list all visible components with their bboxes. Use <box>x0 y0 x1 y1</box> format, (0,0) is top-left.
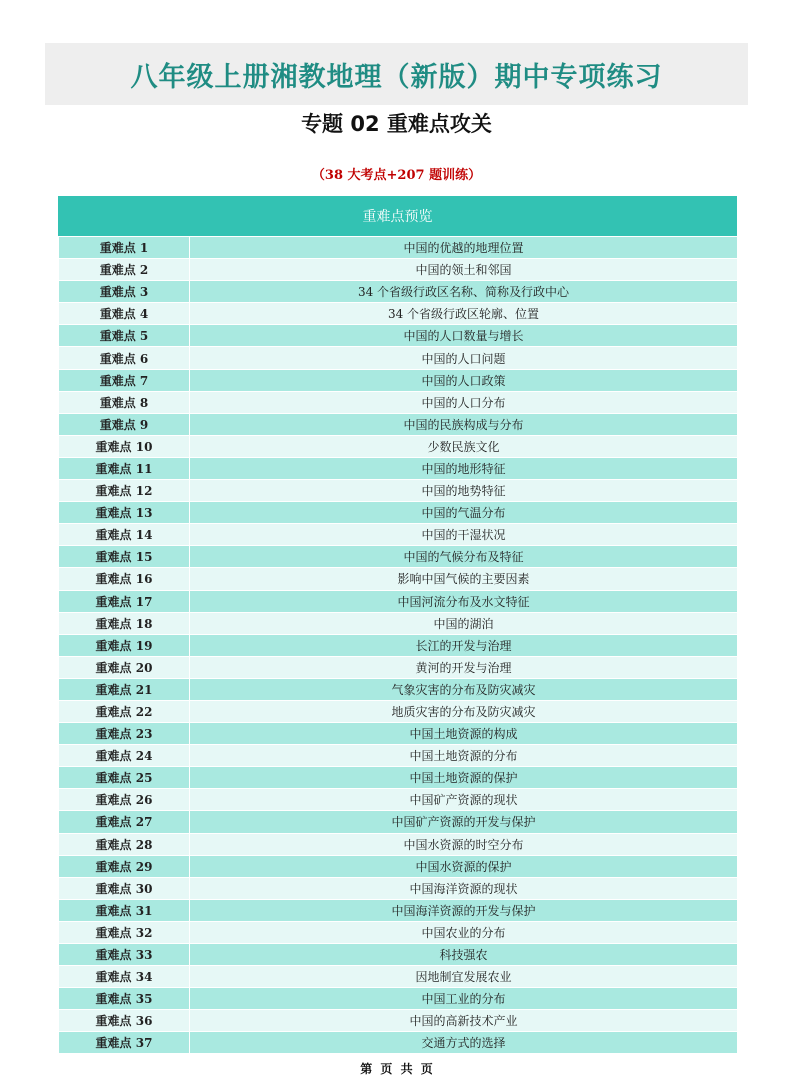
row-number: 重难点 22 <box>59 701 190 722</box>
row-number: 重难点 5 <box>59 325 190 346</box>
row-topic: 中国水资源的保护 <box>415 859 512 874</box>
row-topic: 中国海洋资源的现状 <box>409 881 518 896</box>
table-row <box>59 612 737 634</box>
table-row <box>59 435 737 457</box>
row-topic: 中国的人口政策 <box>421 373 506 388</box>
table-row <box>59 479 737 501</box>
table-row <box>59 280 737 302</box>
table-row <box>59 634 737 656</box>
row-topic: 中国水资源的时空分布 <box>403 837 524 852</box>
table-row <box>59 590 737 612</box>
row-topic: 中国的干湿状况 <box>421 528 506 543</box>
table-row <box>59 855 737 877</box>
table-row <box>59 833 737 855</box>
table-header: 重难点预览 <box>58 196 737 236</box>
row-topic: 中国的气候分布及特征 <box>403 550 524 565</box>
row-topic: 中国土地资源的分布 <box>409 749 518 764</box>
row-number: 重难点 7 <box>59 370 190 391</box>
row-topic: 中国的地形特征 <box>421 461 506 476</box>
row-number: 重难点 20 <box>59 657 190 678</box>
table-row <box>59 921 737 943</box>
row-topic: 中国矿产资源的开发与保护 <box>391 815 536 830</box>
count-note: （38 大考点+207 题训练） <box>311 168 482 183</box>
table-body <box>58 236 737 1053</box>
table-row <box>59 899 737 921</box>
row-number: 重难点 3 <box>59 281 190 302</box>
row-topic: 中国的气温分布 <box>421 506 506 521</box>
title-banner <box>45 43 748 105</box>
row-number: 重难点 6 <box>59 347 190 368</box>
row-topic: 中国海洋资源的开发与保护 <box>391 903 536 918</box>
row-number: 重难点 2 <box>59 259 190 280</box>
main-title: 八年级上册湘教地理（新版）期中专项练习 <box>130 61 663 93</box>
row-number: 重难点 26 <box>59 789 190 810</box>
row-topic: 科技强农 <box>439 948 488 963</box>
row-topic: 少数民族文化 <box>427 439 500 454</box>
row-topic: 中国土地资源的保护 <box>409 771 518 786</box>
table-row <box>59 1009 737 1031</box>
row-topic: 影响中国气候的主要因素 <box>397 572 530 587</box>
row-topic: 中国河流分布及水文特征 <box>397 594 530 609</box>
table-row <box>59 744 737 766</box>
row-number: 重难点 10 <box>59 436 190 457</box>
table-row <box>59 943 737 965</box>
row-topic: 34 个省级行政区轮廓、位置 <box>387 307 540 322</box>
row-number: 重难点 29 <box>59 856 190 877</box>
row-number: 重难点 24 <box>59 745 190 766</box>
row-topic: 中国的湖泊 <box>433 616 494 631</box>
table-row <box>59 236 737 258</box>
table-row <box>59 678 737 700</box>
row-number: 重难点 8 <box>59 392 190 413</box>
table-row <box>59 302 737 324</box>
row-number: 重难点 13 <box>59 502 190 523</box>
table-row <box>59 965 737 987</box>
row-topic: 长江的开发与治理 <box>415 638 512 653</box>
row-number: 重难点 27 <box>59 811 190 832</box>
row-number: 重难点 14 <box>59 524 190 545</box>
row-number: 重难点 33 <box>59 944 190 965</box>
row-number: 重难点 30 <box>59 878 190 899</box>
table-row <box>59 877 737 899</box>
row-number: 重难点 12 <box>59 480 190 501</box>
table-row <box>59 987 737 1009</box>
row-number: 重难点 18 <box>59 613 190 634</box>
row-topic: 中国的高新技术产业 <box>409 1014 518 1029</box>
row-topic: 中国土地资源的构成 <box>409 727 518 742</box>
row-topic: 中国矿产资源的现状 <box>409 793 518 808</box>
row-number: 重难点 9 <box>59 414 190 435</box>
row-topic: 中国农业的分布 <box>421 925 506 940</box>
row-number: 重难点 36 <box>59 1010 190 1031</box>
row-number: 重难点 15 <box>59 546 190 567</box>
row-topic: 中国的人口问题 <box>421 351 506 366</box>
row-number: 重难点 16 <box>59 568 190 589</box>
row-number: 重难点 37 <box>59 1032 190 1053</box>
row-number: 重难点 4 <box>59 303 190 324</box>
row-topic: 气象灾害的分布及防灾减灾 <box>391 682 536 697</box>
row-topic: 因地制宜发展农业 <box>415 970 512 985</box>
row-number: 重难点 19 <box>59 635 190 656</box>
row-topic: 中国的优越的地理位置 <box>403 241 524 256</box>
row-topic: 地质灾害的分布及防灾减灾 <box>391 705 536 720</box>
row-number: 重难点 31 <box>59 900 190 921</box>
row-number: 重难点 32 <box>59 922 190 943</box>
row-number: 重难点 21 <box>59 679 190 700</box>
row-topic: 黄河的开发与治理 <box>415 660 512 675</box>
row-number: 重难点 34 <box>59 966 190 987</box>
table-row <box>59 722 737 744</box>
row-number: 重难点 11 <box>59 458 190 479</box>
row-number: 重难点 35 <box>59 988 190 1009</box>
row-topic: 交通方式的选择 <box>421 1036 506 1051</box>
table-row <box>59 391 737 413</box>
table-row <box>59 1031 737 1053</box>
row-number: 重难点 25 <box>59 767 190 788</box>
table-row <box>59 369 737 391</box>
row-topic: 中国的民族构成与分布 <box>403 417 524 432</box>
row-topic: 中国的领土和邻国 <box>415 263 512 278</box>
subtitle: 专题 02 重难点攻关 <box>301 112 492 136</box>
row-number: 重难点 17 <box>59 591 190 612</box>
topics-table <box>58 196 737 1053</box>
row-topic: 中国的地势特征 <box>421 484 506 499</box>
row-number: 重难点 28 <box>59 834 190 855</box>
table-row <box>59 766 737 788</box>
table-row <box>59 567 737 589</box>
row-topic: 中国的人口数量与增长 <box>403 329 524 344</box>
table-row <box>59 413 737 435</box>
table-row <box>59 788 737 810</box>
row-number: 重难点 1 <box>59 237 190 258</box>
table-row <box>59 324 737 346</box>
table-row <box>59 258 737 280</box>
row-topic: 中国工业的分布 <box>421 992 506 1007</box>
row-topic: 34 个省级行政区名称、简称及行政中心 <box>357 285 570 300</box>
page-footer: 第 页 共 页 <box>360 1062 433 1076</box>
table-row <box>59 810 737 832</box>
table-row <box>59 457 737 479</box>
table-row <box>59 656 737 678</box>
row-number: 重难点 23 <box>59 723 190 744</box>
table-row <box>59 700 737 722</box>
table-row <box>59 346 737 368</box>
row-topic: 中国的人口分布 <box>421 395 506 410</box>
table-row <box>59 545 737 567</box>
table-row <box>59 523 737 545</box>
table-row <box>59 501 737 523</box>
